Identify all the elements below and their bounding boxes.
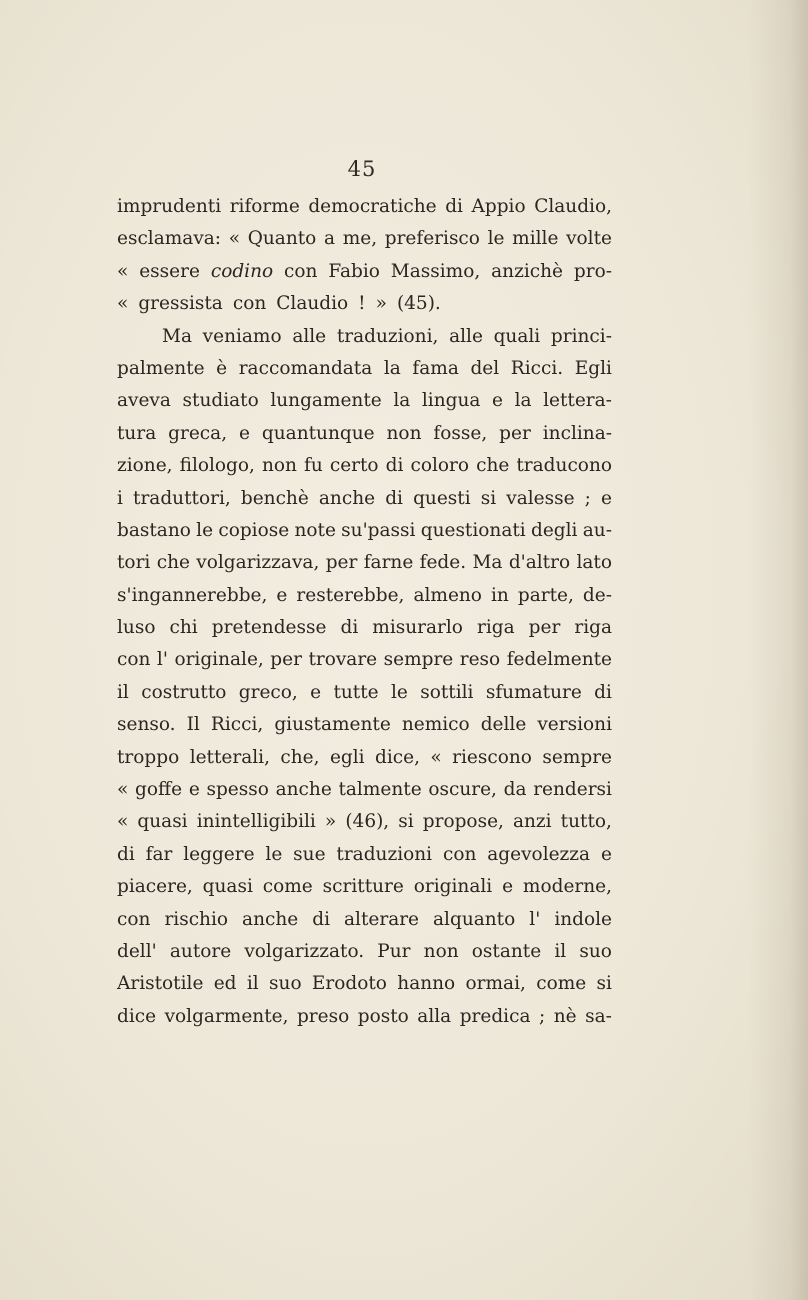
text-line — [117, 450, 612, 482]
word: di — [385, 487, 403, 509]
word: per — [270, 649, 302, 671]
word: riescono — [452, 746, 532, 768]
word: dell' — [117, 940, 157, 962]
word: rischio — [164, 908, 229, 930]
word: propose, — [422, 811, 504, 833]
word: dice — [117, 1005, 157, 1027]
word: e — [276, 584, 288, 606]
word: in — [491, 584, 509, 606]
word: inclina- — [542, 422, 612, 444]
text-line — [117, 806, 612, 838]
word: posto — [357, 1005, 409, 1027]
word: bastano — [117, 519, 191, 541]
word: anche — [242, 908, 299, 930]
word: Il — [186, 714, 200, 736]
word: agevolezza — [487, 843, 591, 865]
word: di — [340, 617, 359, 639]
word: palmente — [117, 357, 205, 379]
word: Fabio — [328, 260, 380, 282]
word: tutto, — [560, 811, 612, 833]
word: Aristotile — [117, 973, 204, 995]
word: degli — [531, 519, 578, 541]
word: « — [228, 228, 241, 250]
word: coloro — [410, 455, 470, 477]
word: anzichè — [491, 260, 563, 282]
word: mille — [512, 228, 559, 250]
word: nemico — [401, 714, 470, 736]
word: princi- — [550, 325, 612, 347]
word: originale, — [174, 649, 264, 671]
word: sue — [293, 843, 326, 865]
text-line — [117, 774, 612, 806]
word: i — [117, 487, 123, 509]
word: gressista — [138, 293, 223, 315]
word: rendersi — [533, 779, 612, 801]
word: le — [196, 519, 214, 541]
word: greca, — [168, 422, 228, 444]
word: e — [601, 487, 612, 509]
word: il — [554, 940, 567, 962]
word: inintelligibili — [196, 811, 316, 833]
body-text — [117, 191, 612, 1033]
word: originali — [413, 876, 493, 898]
text-line — [117, 936, 612, 968]
word: suo — [579, 940, 612, 962]
word: su'passi — [341, 519, 416, 541]
word: non — [261, 455, 297, 477]
word: « — [117, 779, 129, 801]
word: alterare — [344, 908, 420, 930]
text-line — [117, 418, 612, 450]
word: quantunque — [261, 422, 375, 444]
text-line — [117, 677, 612, 709]
word: quasi — [202, 876, 253, 898]
word: codino — [210, 260, 274, 282]
text-line — [117, 191, 612, 223]
word: almeno — [413, 584, 482, 606]
word: è — [216, 357, 228, 379]
word: traduttori, — [133, 487, 231, 509]
word: tori — [117, 552, 151, 574]
word: « — [117, 811, 129, 833]
word: fu — [304, 455, 323, 477]
text-line — [117, 256, 612, 288]
word: resterebbe, — [296, 584, 405, 606]
word: ; — [539, 1005, 546, 1027]
word: chi — [169, 617, 198, 639]
word: ed — [213, 973, 237, 995]
word: Ricci, — [210, 714, 264, 736]
word: che, — [280, 746, 320, 768]
text-line — [117, 385, 612, 417]
text-line — [117, 353, 612, 385]
word: alla — [417, 1005, 452, 1027]
text-line — [117, 580, 612, 612]
word: oscure, — [428, 779, 497, 801]
word: versioni — [537, 714, 612, 736]
word: giustamente — [274, 714, 391, 736]
word: con — [232, 293, 267, 315]
word: pretendesse — [211, 617, 327, 639]
word: di — [312, 908, 330, 930]
word: a — [324, 228, 336, 250]
page-edge-shadow — [748, 0, 808, 1300]
word: egli — [329, 746, 365, 768]
word: di — [117, 843, 135, 865]
word: per — [528, 617, 561, 639]
word: il — [117, 681, 129, 703]
text-line — [117, 223, 612, 255]
word: benchè — [240, 487, 309, 509]
word: senso. — [117, 714, 176, 736]
word: misurarlo — [372, 617, 463, 639]
text-line — [117, 742, 612, 774]
word: lato — [576, 552, 612, 574]
word: de- — [582, 584, 612, 606]
text-line — [117, 644, 612, 676]
word: la — [393, 390, 411, 412]
word: di — [385, 455, 404, 477]
word: che — [476, 455, 510, 477]
text-line — [117, 483, 612, 515]
word: come — [262, 876, 313, 898]
text-line — [117, 968, 612, 1000]
word: fosse, — [433, 422, 488, 444]
word: greco, — [238, 681, 298, 703]
word: talmente — [338, 779, 422, 801]
word: sempre — [542, 746, 612, 768]
word: il — [246, 973, 259, 995]
word: e — [502, 876, 514, 898]
word: volgarizzava, — [196, 552, 320, 574]
text-line — [117, 904, 612, 936]
word: indole — [554, 908, 612, 930]
text-line — [117, 871, 612, 903]
word: reso — [459, 649, 501, 671]
word: Claudio, — [534, 196, 612, 217]
word: luso — [117, 617, 156, 639]
word: troppo — [117, 746, 180, 768]
word: Ma — [162, 325, 192, 347]
word: piacere, — [117, 876, 193, 898]
text-line — [117, 612, 612, 644]
word: di — [445, 196, 463, 217]
word: per — [325, 552, 358, 574]
word: anche — [318, 487, 376, 509]
word: suo — [269, 973, 302, 995]
word: spesso — [206, 779, 269, 801]
word: traduzioni — [336, 843, 433, 865]
word: « — [430, 746, 442, 768]
word: con — [117, 908, 151, 930]
word: scritture — [322, 876, 404, 898]
word: autore — [169, 940, 232, 962]
word: Appio — [471, 196, 526, 217]
word: questionati — [420, 519, 526, 541]
word: con — [442, 843, 477, 865]
word: essere — [139, 260, 200, 282]
text-line — [117, 709, 612, 741]
word: quali — [493, 325, 541, 347]
word: le — [265, 843, 283, 865]
word: » — [324, 811, 337, 833]
word: riga — [574, 617, 612, 639]
word: » — [375, 293, 387, 315]
word: trovare — [308, 649, 378, 671]
word: ormai, — [465, 973, 526, 995]
word: e — [239, 422, 250, 444]
word: au- — [582, 519, 612, 541]
word: anche — [275, 779, 332, 801]
word: traduzioni, — [336, 325, 439, 347]
word: esclamava: — [117, 228, 222, 250]
word: e — [492, 390, 503, 412]
word: predica — [459, 1005, 531, 1027]
word: aveva — [117, 390, 171, 412]
word: con — [284, 260, 318, 282]
text-line — [117, 515, 612, 547]
word: d'altro — [508, 552, 571, 574]
word: « — [117, 293, 129, 315]
word: sfumature — [485, 681, 582, 703]
word: Ricci. — [510, 357, 564, 379]
text-line — [117, 288, 612, 320]
word: e — [188, 779, 200, 801]
word: Egli — [574, 357, 612, 379]
word: di — [594, 681, 612, 703]
word: zione, — [117, 455, 173, 477]
word: tura — [117, 422, 157, 444]
word: far — [145, 843, 173, 865]
word: filologo, — [179, 455, 255, 477]
word: (46), — [345, 811, 390, 833]
word: ostante — [471, 940, 542, 962]
word: lettera- — [543, 390, 612, 412]
word: traducono — [516, 455, 612, 477]
word: sottili — [420, 681, 474, 703]
word: copiose — [218, 519, 290, 541]
word: che — [156, 552, 190, 574]
word: fama — [412, 357, 459, 379]
word: alle — [292, 325, 327, 347]
word: alle — [449, 325, 483, 347]
word: lungamente — [270, 390, 382, 412]
word: s'ingannerebbe, — [117, 584, 268, 606]
word: le — [390, 681, 408, 703]
word: note — [294, 519, 336, 541]
word: riforme — [229, 196, 300, 217]
word: fedelmente — [506, 649, 612, 671]
word: si — [398, 811, 414, 833]
word: la — [514, 390, 532, 412]
word: delle — [480, 714, 527, 736]
word: farne — [363, 552, 414, 574]
word: questi — [413, 487, 471, 509]
text-line — [117, 839, 612, 871]
text-line — [117, 321, 612, 353]
word: e — [310, 681, 322, 703]
text-line — [117, 547, 612, 579]
word: studiato — [182, 390, 259, 412]
word: parte, — [517, 584, 574, 606]
word: volgarmente, — [164, 1005, 289, 1027]
word: le — [487, 228, 505, 250]
word: si — [480, 487, 497, 509]
word: alquanto — [433, 908, 516, 930]
word: non — [386, 422, 422, 444]
word: fede. — [419, 552, 467, 574]
word: sa- — [585, 1005, 612, 1027]
word: ! — [358, 293, 366, 315]
word: nè — [553, 1005, 577, 1027]
word: da — [503, 779, 527, 801]
word: l' — [529, 908, 541, 930]
word: non — [423, 940, 459, 962]
word: e — [600, 843, 612, 865]
word: volte — [566, 228, 612, 250]
word: (45). — [396, 293, 441, 315]
word: hanno — [397, 973, 456, 995]
word: raccomandata — [238, 357, 373, 379]
text-line — [117, 1001, 612, 1033]
word: Quanto — [247, 228, 317, 250]
word: anzi — [512, 811, 552, 833]
word: quasi — [137, 811, 188, 833]
word: la — [383, 357, 401, 379]
word: riga — [476, 617, 515, 639]
word: ; — [584, 487, 591, 509]
word: valesse — [506, 487, 575, 509]
word: imprudenti — [117, 196, 222, 217]
word: goffe — [135, 779, 183, 801]
word: Erodoto — [311, 973, 387, 995]
word: Claudio — [276, 293, 349, 315]
word: come — [536, 973, 587, 995]
word: dice, — [375, 746, 420, 768]
word: costrutto — [141, 681, 227, 703]
word: democratiche — [308, 196, 437, 217]
word: si — [596, 973, 612, 995]
word: me, — [342, 228, 378, 250]
word: per — [499, 422, 531, 444]
word: pro- — [573, 260, 612, 282]
word: lingua — [421, 390, 481, 412]
word: leggere — [183, 843, 255, 865]
word: preferisco — [384, 228, 480, 250]
word: l' — [156, 649, 168, 671]
word: Pur — [377, 940, 411, 962]
word: certo — [329, 455, 379, 477]
word: tutte — [333, 681, 379, 703]
word: sempre — [383, 649, 454, 671]
word: volgarizzato. — [244, 940, 365, 962]
word: moderne, — [522, 876, 612, 898]
word: Ma — [472, 552, 503, 574]
word: « — [117, 260, 129, 282]
word: Massimo, — [390, 260, 481, 282]
word: preso — [296, 1005, 350, 1027]
word: del — [470, 357, 500, 379]
page-number: 45 — [347, 157, 377, 181]
word: letterali, — [189, 746, 270, 768]
word: con — [117, 649, 151, 671]
word: veniamo — [202, 325, 282, 347]
